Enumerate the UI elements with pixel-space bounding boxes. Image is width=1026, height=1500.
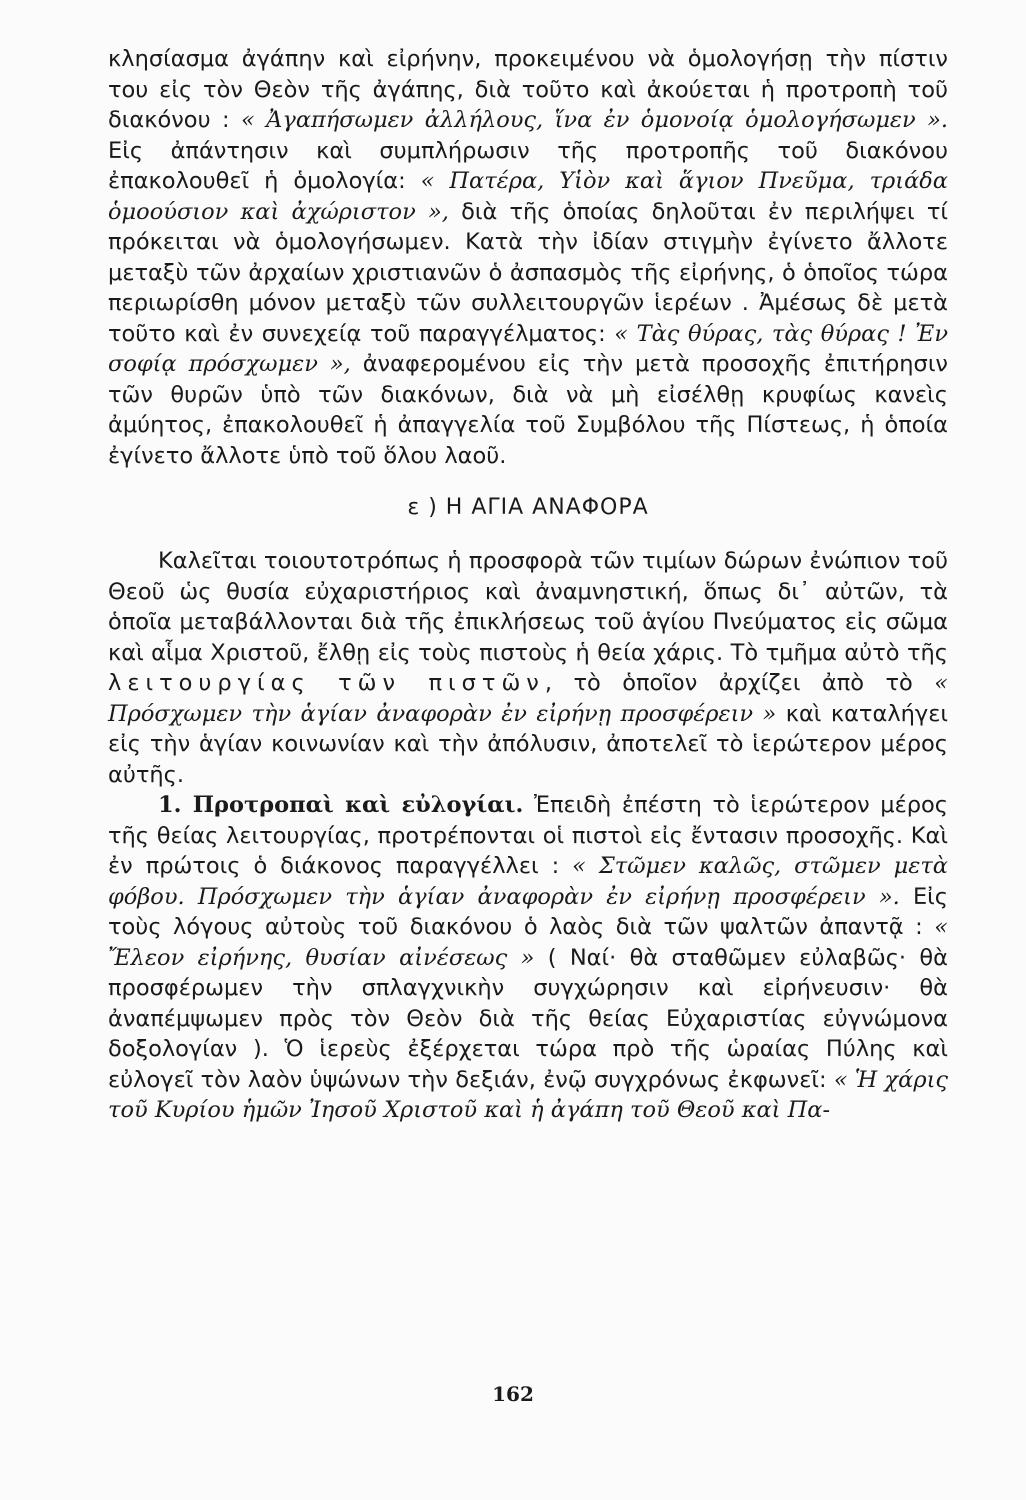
quote-run: « Ἡ χάρις τοῦ Κυρίου ἡμῶν Ἰησοῦ Χριστοῦ καὶ ἡ ἀγάπη τοῦ Θεοῦ καὶ Πα-	[108, 1066, 949, 1123]
quote-run: « Στῶμεν καλῶς, στῶμεν μετὰ φόβου. Πρόσχωμεν τὴν ἁγίαν ἀναφορὰν ἐν εἰρήνῃ προσφέρειν ».	[108, 853, 948, 910]
text-run: Καλεῖται τοιουτοτρόπως ἡ προσφορὰ τῶν τιμίων δώρων ἐνώπιον τοῦ Θεοῦ ὡς θυσία εὐχαριστήριος καὶ ἀναμνηστική, ὅπως δι᾽ αὐτῶν, τὰ ὁποῖα μεταβάλλονται διὰ τῆς ἐπικλήσεως τοῦ ἁγίου Πνεύματος εἰς σῶμα καὶ αἷμα Χριστοῦ, ἔλθῃ εἰς τοὺς πιστοὺς ἡ θεία χάρις. Τὸ τμῆμα αὐτὸ τῆς	[108, 548, 948, 666]
page-number: 162	[492, 1382, 534, 1406]
quote-run: « Ἔλεον εἰρήνης, θυσίαν αἰνέσεως »	[108, 914, 948, 971]
quote-run: « Τὰς θύρας, τὰς θύρας ! Ἐν σοφίᾳ πρόσχωμεν »,	[108, 320, 948, 377]
text-run: ἀναφερομένου εἰς τὴν μετὰ προσοχῆς ἐπιτήρησιν τῶν θυρῶν ὑπὸ τῶν διακόνων, διὰ νὰ μὴ εἰσέλθῃ κρυφίως κανεὶς ἀμύητος, ἐπακολουθεῖ ἡ ἀπαγγελία τοῦ Συμβόλου τῆς Πίστεως, ἡ ὁποία ἐγίνετο ἄλλοτε ὑπὸ τοῦ ὅλου λαοῦ.	[108, 351, 948, 469]
subsection-heading: 1. Προτροπαὶ καὶ εὐλογίαι.	[158, 792, 524, 818]
text-run: κλησίασμα ἀγάπην καὶ εἰρήνην, προκειμένου νὰ ὁμολογήσῃ τὴν πίστιν του εἰς τὸν Θεὸν τῆς ἀγάπης, διὰ τοῦτο καὶ ἀκούεται ἡ προτροπὴ τοῦ διακόνου :	[108, 46, 948, 133]
text-run: ( Ναί· θὰ σταθῶμεν εὐλαβῶς· θὰ προσφέρωμεν τὴν σπλαγχνικὴν συγχώρησιν καὶ εἰρήνευσιν· θὰ ἀναπέμψωμεν πρὸς τὸν Θεὸν διὰ τῆς θείας Εὐχαριστίας εὐγνώμονα δοξολογίαν ). Ὁ ἱερεὺς ἐξέρχεται τώρα πρὸ τῆς ὡραίας Πύλης καὶ εὐλογεῖ τὸν λαὸν ὑψώνων τὴν δεξιάν, ἐνῷ συγχρόνως ἐκφωνεῖ:	[108, 944, 948, 1093]
emphasis-spaced-run: λειτουργίας τῶν πιστῶν	[108, 670, 545, 696]
quote-run: « Πρόσχωμεν τὴν ἁγίαν ἀναφορὰν ἐν εἰρήνῃ προσφέρειν »	[108, 670, 948, 727]
quote-run: « Πατέρα, Υἱὸν καὶ ἅγιον Πνεῦμα, τριάδα ὁμοούσιον καὶ ἀχώριστον »,	[108, 168, 948, 225]
page-text	[108, 44, 948, 1126]
paragraph-exhortations	[108, 790, 948, 1126]
text-run: καὶ καταλήγει εἰς τὴν ἁγίαν κοινωνίαν καὶ τὴν ἀπόλυσιν, ἀποτελεῖ τὸ ἱερώτερον μέρος αὐτῆς.	[108, 700, 948, 788]
quote-run: « Ἀγαπήσωμεν ἀλλήλους, ἵνα ἐν ὁμονοίᾳ ὁμολογήσωμεν ».	[240, 107, 948, 133]
text-run: Εἰς τοὺς λόγους αὐτοὺς τοῦ διακόνου ὁ λαὸς διὰ τῶν ψαλτῶν ἀπαντᾷ :	[108, 883, 948, 940]
text-run: , τὸ ὁποῖον ἀρχίζει ἀπὸ τὸ	[544, 670, 935, 696]
paragraph-anaphora	[108, 546, 948, 790]
text-run: Ἐπειδὴ ἐπέστη τὸ ἱερώτερον μέρος τῆς θείας λειτουργίας, προτρέπονται οἱ πιστοὶ εἰς ἔντασιν προσοχῆς. Καὶ ἐν πρώτοις ὁ διάκονος παραγγέλλει :	[108, 792, 948, 879]
text-run: διὰ τῆς ὁποίας δηλοῦται ἐν περιλήψει τί πρόκειται νὰ ὁμολογήσωμεν. Κατὰ τὴν ἰδίαν στιγμὴν ἐγίνετο ἄλλοτε μεταξὺ τῶν ἀρχαίων χριστιανῶν ὁ ἀσπασμὸς τῆς εἰρήνης, ὁ ὁποῖος τώρα περιωρίσθη μόνον μεταξὺ τῶν συλλειτουργῶν ἱερέων . Ἀμέσως δὲ μετὰ τοῦτο καὶ ἐν συνεχείᾳ τοῦ παραγγέλματος:	[108, 198, 948, 347]
paragraph-continuation	[108, 44, 948, 471]
text-run: Εἰς ἀπάντησιν καὶ συμπλήρωσιν τῆς προτροπῆς τοῦ διακόνου ἐπακολουθεῖ ἡ ὁμολογία:	[108, 137, 948, 194]
section-heading: ε ) Η ΑΓΙΑ ΑΝΑΦΟΡΑ	[407, 495, 649, 520]
